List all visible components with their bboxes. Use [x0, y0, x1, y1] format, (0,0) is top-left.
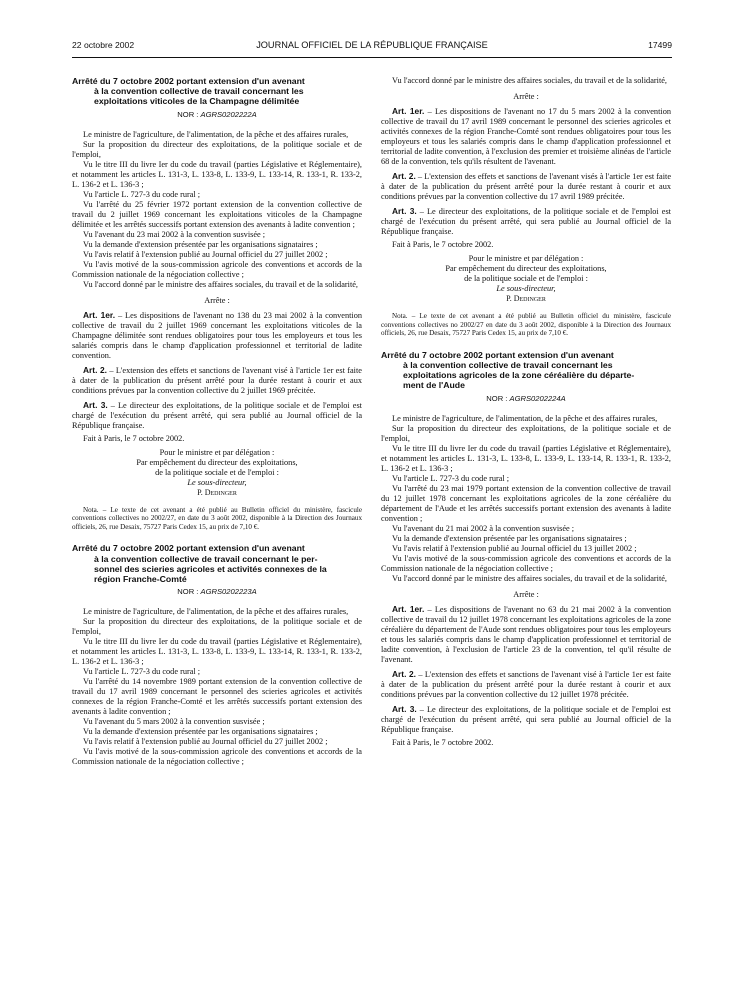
- article-2: Art. 2. – L'extension des effets et sanctions de l'avenant visé à l'article 1er est faite à dater de la publication du présent arrêté pour la durée restant à courir et aux conditions prévues par la convention collective du 2 juillet 1969 précitée.: [72, 364, 362, 395]
- visa-paragraph: Vu le titre III du livre Ier du code du travail (parties Législative et Réglementaire), et notamment les articles L. 131-3, L. 133-8, L. 133-9, L. 133-14, R. 133-1, R. 133-2, L. 136-2 et L. 136-3 ;: [72, 637, 362, 667]
- visa-paragraph: Vu l'accord donné par le ministre des affaires sociales, du travail et de la solidarité,: [392, 76, 668, 85]
- arrete-heading: Arrête :: [513, 92, 539, 101]
- visa-paragraph: Vu l'avenant du 5 mars 2002 à la convention susvisée ;: [83, 717, 265, 727]
- visa-paragraph: Vu la demande d'extension présentée par les organisations signataires ;: [83, 727, 318, 737]
- visa-paragraph: Vu l'article L. 727-3 du code rural ;: [392, 473, 510, 483]
- visa-paragraph: Sur la proposition du directeur des exploitations, de la politique sociale et de l'emploi,: [381, 423, 671, 443]
- visa-paragraph: Le ministre de l'agriculture, de l'alimentation, de la pêche et des affaires rurales,: [83, 607, 349, 617]
- visa-paragraph: Vu l'avis relatif à l'extension publié au Journal officiel du 27 juillet 2002 ;: [83, 737, 328, 747]
- visa-paragraph: Vu l'accord donné par le ministre des affaires sociales, du travail et de la solidarité,: [83, 279, 359, 289]
- article-3: Art. 3. – Le directeur des exploitations, de la politique sociale et de l'emploi est chargé de l'exécution du présent arrêté, qui sera publié au Journal officiel de la République française.: [381, 206, 671, 236]
- visa-paragraph: Sur la proposition du directeur des exploitations, de la politique sociale et de l'emploi,: [72, 617, 362, 637]
- decree-aude: [381, 350, 671, 748]
- visa-paragraph: Vu l'avis motivé de la sous-commission agricole des conventions et accords de la Commission nationale de la négociation collective ;: [381, 553, 671, 573]
- visa-paragraph: Vu l'avis motivé de la sous-commission agricole des conventions et accords de la Commission nationale de la négociation collective ;: [72, 259, 362, 279]
- page-number: 17499: [648, 40, 672, 50]
- article-3: Art. 3. – Le directeur des exploitations, de la politique sociale et de l'emploi est chargé de l'exécution du présent arrêté, qui sera publié au Journal officiel de la République française.: [72, 399, 362, 430]
- visa-paragraph: Vu l'accord donné par le ministre des affaires sociales, du travail et de la solidarité,: [392, 573, 668, 583]
- header-rule: [72, 57, 672, 58]
- decree-scieries-continued: [381, 76, 671, 338]
- visa-paragraph: Vu l'article L. 727-3 du code rural ;: [83, 667, 201, 677]
- left-column: [72, 76, 362, 767]
- signing-place-date: Fait à Paris, le 7 octobre 2002.: [83, 433, 185, 443]
- visa-paragraph: Vu l'avis motivé de la sous-commission agricole des conventions et accords de la Commission nationale de la négociation collective ;: [72, 747, 362, 767]
- signature-block: Pour le ministre et par délégation : Par empêchement du directeur des exploitations, de la politique sociale et de l'emploi : Le sous-directeur, P. Dedinger: [72, 448, 362, 498]
- visa-paragraph: Vu l'arrêté du 14 novembre 1989 portant extension de la convention collective de travail du 17 avril 1989 concernant le personnel des scieries agricoles et activités connexes de la région Franche-Comté et les arrêtés successifs portant extension des avenants à ladite convention ;: [72, 677, 362, 717]
- visa-paragraph: Vu le titre III du livre Ier du code du travail (parties Législative et Réglementaire), et notamment les articles L. 131-3, L. 133-8, L. 133-9, L. 133-14, R. 133-1, R. 133-2, L. 136-2 et L. 136-3 ;: [72, 159, 362, 189]
- visa-paragraph: Sur la proposition du directeur des exploitations, de la politique sociale et de l'emploi,: [72, 139, 362, 159]
- visa-paragraph: Vu la demande d'extension présentée par les organisations signataires ;: [83, 239, 318, 249]
- visa-paragraph: Vu l'avis relatif à l'extension publié au Journal officiel du 27 juillet 2002 ;: [83, 249, 328, 259]
- visa-paragraph: Le ministre de l'agriculture, de l'alimentation, de la pêche et des affaires rurales,: [83, 129, 349, 139]
- signatory-name: P. Dedinger: [506, 294, 546, 303]
- nota-note: Nota. – Le texte de cet avenant a été publié au Bulletin officiel du ministère, fascicule conventions collectives no 2002/27 en date du 3 août 2002, disponible à la Direction des Journaux officiels, 26, rue Desaix, 75727 Paris Cedex 15, au prix de 7,10 €.: [381, 312, 671, 338]
- article-3: Art. 3. – Le directeur des exploitations, de la politique sociale et de l'emploi est chargé de l'exécution du présent arrêté, qui sera publié au Journal officiel de la République française.: [381, 703, 671, 734]
- visa-paragraph: Vu l'avenant du 21 mai 2002 à la convention susvisée ;: [392, 523, 575, 533]
- decree-title: Arrêté du 7 octobre 2002 portant extension d'un avenant à la convention collective de travail concernant les exploitations viticoles de la Champagne délimitée: [72, 76, 305, 107]
- visa-paragraph: Vu l'avenant du 23 mai 2002 à la convention susvisée ;: [83, 229, 266, 239]
- journal-title: JOURNAL OFFICIEL DE LA RÉPUBLIQUE FRANÇAISE: [256, 40, 488, 50]
- decree-champagne: [72, 76, 362, 531]
- signature-block: Pour le ministre et par délégation : Par empêchement du directeur des exploitations, de la politique sociale et de l'emploi : Le sous-directeur, P. Dedinger: [381, 254, 671, 304]
- article-1: Art. 1er. – Les dispositions de l'avenant no 63 du 21 mai 2002 à la convention collective de travail du 12 juillet 1978 concernant les exploitations agricoles de la zone céréalière du département de l'Aude sont rendues obligatoires pour tous les employeurs et tous les salariés compris dans le champ d'application professionnel et territorial de ladite convention, à l'exclusion de l'article 23 de la convention, tel qu'il résulte de l'avenant.: [381, 603, 671, 664]
- nota-note: Nota. – Le texte de cet avenant a été publié au Bulletin officiel du ministère, fascicule conventions collectives no 2002/27, en date du 3 août 2002, disponible à la Direction des Journaux officiels, 26, rue Desaix, 75727 Paris Cedex 15, au prix de 7,10 €.: [72, 505, 362, 531]
- signatory-name: P. Dedinger: [197, 487, 237, 497]
- visa-paragraph: Vu l'arrêté du 25 février 1972 portant extension de la convention collective de travail du 2 juillet 1969 concernant les exploitations viticoles de la Champagne délimitée et les arrêtés successifs portant extension des avenants à ladite convention ;: [72, 199, 362, 229]
- visa-paragraph: Vu l'avis relatif à l'extension publié au Journal officiel du 13 juillet 2002 ;: [392, 543, 637, 553]
- visa-paragraph: Vu le titre III du livre Ier du code du travail (parties Législative et Réglementaire), et notamment les articles L. 131-3, L. 133-8, L. 133-9, L. 133-14, R. 133-1, R. 133-2, L. 136-2 et L. 136-3 ;: [381, 443, 671, 473]
- article-1: Art. 1er. – Les dispositions de l'avenant no 17 du 5 mars 2002 à la convention collective de travail du 17 avril 1989 concernant le personnel des scieries agricoles et activités connexes de la région Franche-Comté sont rendues obligatoires pour tous les employeurs et tous les salariés compris dans le champ d'application professionnel et territorial de ladite convention, à l'exclusion des premier et troisième alinéas de l'article 68 de la convention, tels qu'ils résultent de l'avenant.: [381, 106, 671, 166]
- page-header: [72, 40, 672, 54]
- decree-title: Arrêté du 7 octobre 2002 portant extension d'un avenant à la convention collective de travail concernant les exploitations agricoles de la zone céréalière du départe- ment de l'Aude: [381, 349, 635, 391]
- article-1: Art. 1er. – Les dispositions de l'avenant no 138 du 23 mai 2002 à la convention collective de travail du 2 juillet 1969 concernant les exploitations viticoles de la Champagne délimitée sont rendues obligatoires pour tous les employeurs et tous les salariés compris dans le champ d'application professionnel et territorial de ladite convention.: [72, 309, 362, 360]
- visa-paragraph: Le ministre de l'agriculture, de l'alimentation, de la pêche et des affaires rurales,: [392, 413, 658, 423]
- issue-date: 22 octobre 2002: [72, 40, 135, 50]
- signing-place-date: Fait à Paris, le 7 octobre 2002.: [392, 737, 494, 747]
- visa-paragraph: Vu la demande d'extension présentée par les organisations signataires ;: [392, 533, 627, 543]
- decree-title: Arrêté du 7 octobre 2002 portant extension d'un avenant à la convention collective de travail concernant le per- sonnel des scieries agricoles et activités connexes de la région Franche-Comté: [72, 543, 327, 584]
- article-2: Art. 2. – L'extension des effets et sanctions de l'avenant visés à l'article 1er est faite à dater de la publication du présent arrêté pour la durée restant à courir et aux conditions prévues par la convention collective du 17 avril 1989 précitée.: [381, 171, 671, 201]
- nor-reference: NOR : AGRS0202223A: [177, 587, 257, 597]
- nor-reference: NOR : AGRS0202222A: [177, 109, 257, 119]
- arrete-heading: Arrête :: [513, 589, 539, 599]
- visa-paragraph: Vu l'arrêté du 23 mai 1979 portant extension de la convention collective de travail du 12 juillet 1978 concernant les exploitations agricoles de la zone céréalière du département de l'Aude et les arrêtés successifs portant extension des avenants à ladite convention ;: [381, 483, 671, 523]
- arrete-heading: Arrête :: [204, 295, 230, 305]
- article-2: Art. 2. – L'extension des effets et sanctions de l'avenant visé à l'article 1er est faite à dater de la publication du présent arrêté pour la durée restant à courir et aux conditions prévues par la convention collective du 12 juillet 1978 précitée.: [381, 668, 671, 699]
- right-column: [381, 76, 671, 748]
- decree-scieries-franche-comte: [72, 543, 362, 767]
- signing-place-date: Fait à Paris, le 7 octobre 2002.: [392, 240, 494, 249]
- nor-reference: NOR : AGRS0202224A: [486, 393, 566, 403]
- visa-paragraph: Vu l'article L. 727-3 du code rural ;: [83, 189, 201, 199]
